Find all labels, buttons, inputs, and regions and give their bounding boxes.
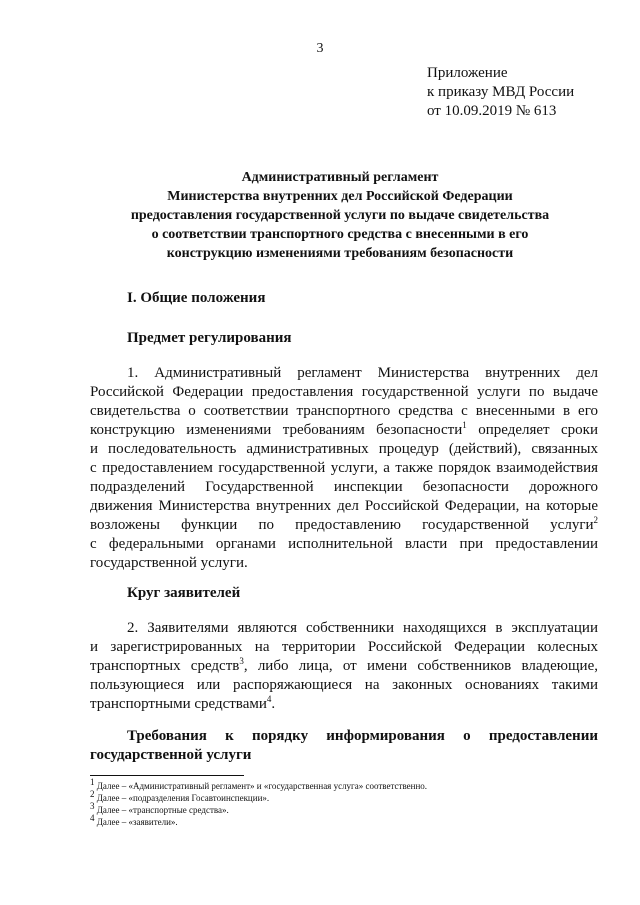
title-line: конструкцию изменениями требованиям безопасности [166,246,514,261]
text-fragment: . [271,696,276,712]
section-heading: I. Общие положения [127,290,266,306]
appendix-line: к приказу МВД России [427,84,575,100]
text-fragment: конструкцию изменениями требованиям безопасности [90,422,463,438]
document-title [90,168,590,263]
text-fragment: транспортными средствами [90,696,267,712]
text-line [90,657,598,676]
footnote-text: Далее – «транспортные средства». [96,805,229,815]
text-line: с предоставлением государственной услуги, а также порядок взаимодействия [90,460,598,476]
text-line [90,695,598,714]
footnote [90,789,427,804]
text-fragment: возложены функции по предоставлению государственной услуги [90,517,594,533]
paragraph-2 [90,619,598,714]
footnote-text: Далее – «подразделения Госавтоинспекции». [96,793,270,803]
footnote-mark: 1 [90,777,95,787]
subsection-heading: Круг заявителей [127,585,241,601]
title-line: Министерства внутренних дел Российской Федерации [167,189,513,204]
text-line [90,421,598,440]
heading-line: Требования к порядку информирования о предоставлении [127,728,598,744]
text-line: пользующиеся или распоряжающиеся на законных основаниях такими [90,677,598,693]
text-line: и последовательность административных процедур (действий), связанных [90,441,598,457]
title-line: предоставления государственной услуги по выдаче свидетельства [130,208,550,223]
footnote-mark: 2 [90,789,95,799]
text-line: 1. Административный регламент Министерства внутренних дел [127,365,598,381]
footnote-mark: 4 [90,813,95,823]
footnote [90,801,427,816]
footnote-mark: 3 [90,801,95,811]
text-line: с федеральными органами исполнительной власти при предоставлении [90,536,598,552]
text-fragment: транспортных средств [90,658,240,674]
footnote [90,813,427,828]
footnote-divider [90,775,244,776]
text-line: свидетельства о соответствии транспортного средства с внесенными в его [90,403,598,419]
footnote-ref: 4 [266,694,272,704]
paragraph-1 [90,364,598,573]
footnote-ref: 2 [593,515,598,525]
appendix-line: от 10.09.2019 № 613 [427,103,557,119]
text-line: государственной услуги. [90,555,248,571]
text-line: движения Министерства внутренних дел Российской Федерации, на которые [90,498,598,514]
subsection-heading: Предмет регулирования [127,330,292,346]
text-line: 2. Заявителями являются собственники находящихся в эксплуатации [127,620,598,636]
footnotes [90,777,428,828]
footnote-ref: 3 [239,656,244,666]
text-fragment: , либо лица, от имени собственников владеющие, [243,658,598,674]
text-line: подразделений Государственной инспекции безопасности дорожного [90,479,598,495]
footnote-ref: 1 [462,420,467,430]
footnote-text: Далее – «Административный регламент» и «государственная услуга» соответственно. [96,781,428,791]
heading-line: государственной услуги [90,747,252,763]
subsection-heading [90,727,598,765]
text-line: и зарегистрированных на территории Российской Федерации колесных [90,639,598,655]
footnote [90,777,428,792]
appendix-block [427,64,574,121]
title-line: Административный регламент [241,170,439,185]
footnote-text: Далее – «заявители». [96,817,178,827]
title-line: о соответствии транспортного средства с внесенными в его [151,227,529,242]
appendix-line: Приложение [427,65,508,81]
text-line [90,516,598,535]
text-line: Российской Федерации предоставления государственной услуги по выдаче [90,384,598,400]
page-number: 3 [316,41,324,56]
text-fragment: определяет сроки [478,422,598,438]
